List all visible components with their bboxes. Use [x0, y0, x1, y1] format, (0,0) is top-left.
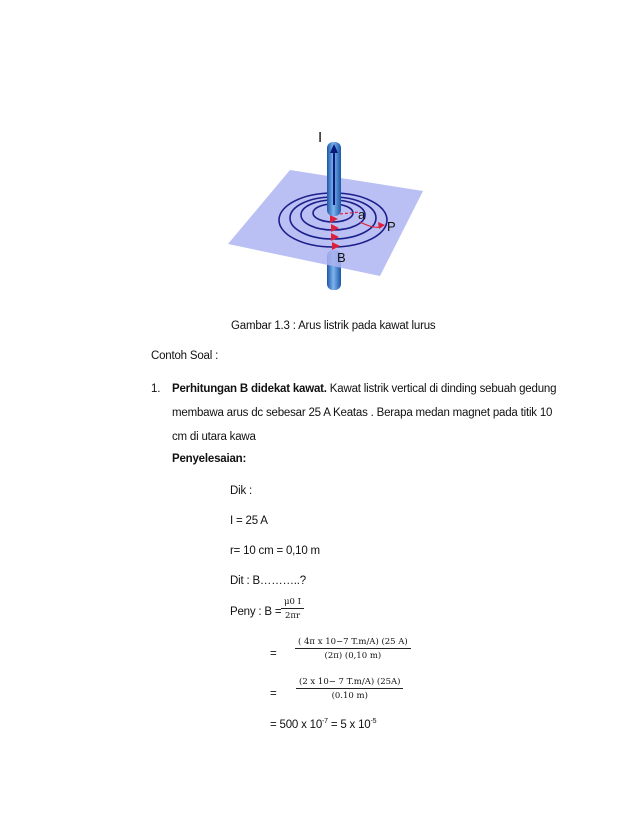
step2-equals: = — [270, 688, 277, 700]
figure-caption: Gambar 1.3 : Arus listrik pada kawat lurus — [231, 320, 436, 332]
result-line — [270, 718, 376, 731]
problem-title: Perhitungan B didekat kawat. — [172, 383, 327, 395]
problem-text-line3: cm di utara kawa — [172, 431, 256, 443]
step2-numerator: (2 x 10− 7 T.m/A) (25A) — [296, 677, 403, 689]
step1-numerator: ( 4π x 10−7 T.m/A) (25 A) — [295, 637, 411, 649]
problem-number: 1. — [151, 383, 161, 395]
result-prefix: = 500 x 10 — [270, 719, 323, 731]
problem-line1 — [172, 383, 556, 395]
step1-denominator: (2π) (0,10 m) — [324, 651, 382, 661]
section-heading: Contoh Soal : — [151, 350, 219, 362]
step1-fraction — [295, 637, 411, 661]
problem-text-line2: membawa arus dc sebesar 25 A Keatas . Berapa medan magnet pada titik 10 — [172, 407, 553, 419]
problem-text-line1: Kawat listrik vertical di dinding sebuah gedung — [329, 383, 557, 395]
formula-fraction — [281, 597, 304, 621]
result-middle: = 5 x 10 — [327, 719, 371, 731]
label-current-I: I — [318, 129, 323, 146]
label-P: P — [387, 219, 396, 234]
label-a: a — [358, 207, 366, 222]
peny-label: Peny : B = — [230, 606, 282, 618]
dik-label: Dik : — [230, 485, 253, 497]
step2-fraction — [296, 677, 403, 701]
label-B: B — [337, 250, 346, 265]
result-exponent-2: -5 — [370, 718, 377, 725]
formula-numerator: μ0 I — [281, 597, 304, 609]
given-current: I = 25 A — [230, 515, 268, 527]
solution-label: Penyelesaian: — [172, 453, 247, 465]
step2-denominator: (0.10 m) — [331, 691, 368, 701]
result-exponent-1: -7 — [322, 718, 328, 725]
dit-label: Dit : B………..? — [230, 575, 306, 587]
given-radius: r= 10 cm = 0,10 m — [230, 545, 320, 557]
magnetic-field-figure — [0, 0, 638, 300]
formula-denominator: 2πr — [284, 611, 301, 621]
step1-equals: = — [270, 648, 277, 660]
